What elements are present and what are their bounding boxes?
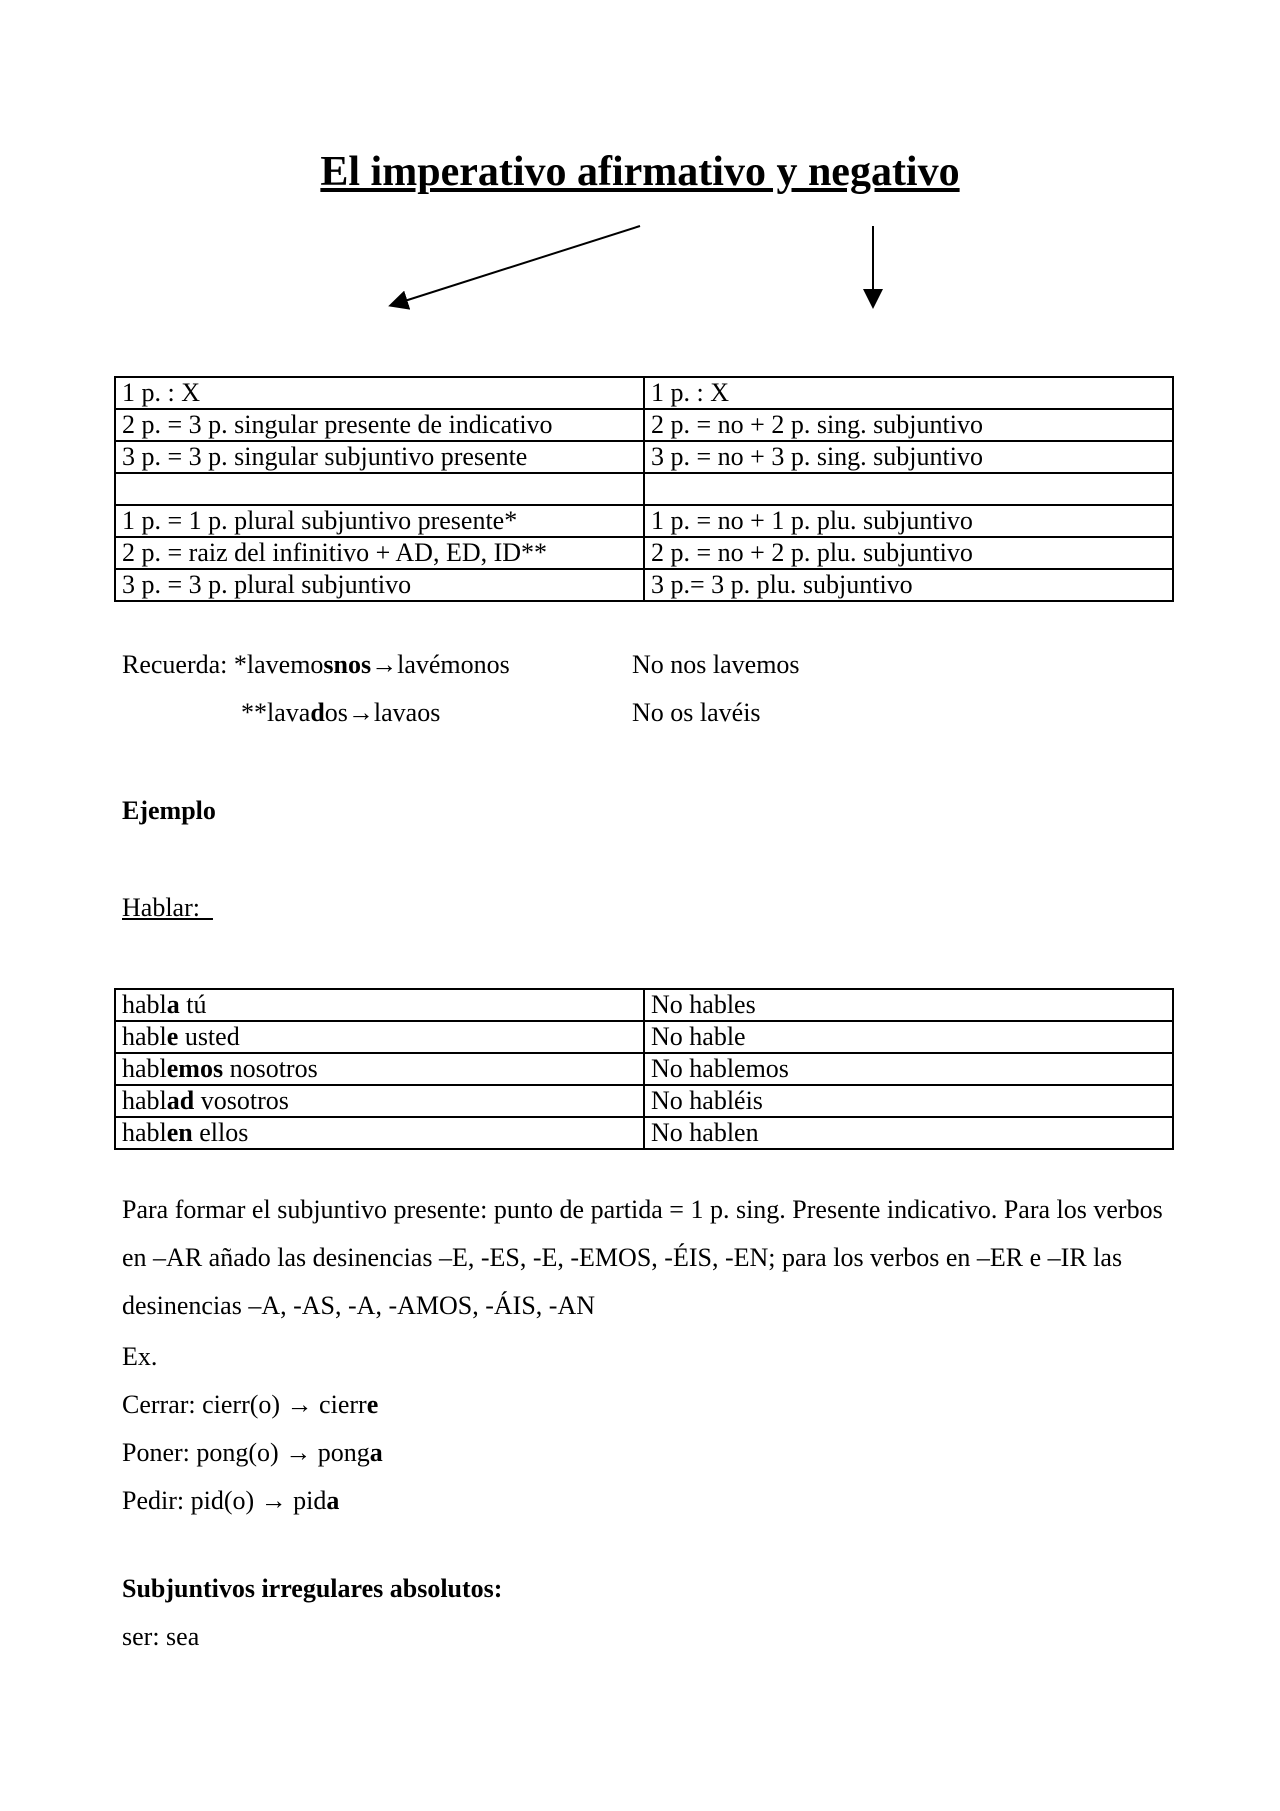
table-row bbox=[115, 473, 1173, 505]
affirmative-cell: hablen ellos bbox=[115, 1117, 644, 1149]
hablar-label: Hablar: bbox=[122, 893, 213, 922]
table-row bbox=[115, 569, 1173, 601]
diagram-arrows bbox=[0, 0, 1280, 320]
recuerda-negative-1: No nos lavemos bbox=[632, 650, 800, 679]
negative-cell bbox=[644, 473, 1173, 505]
affirmative-cell: habla tú bbox=[115, 989, 644, 1021]
negative-cell: No hable bbox=[644, 1021, 1173, 1053]
negative-cell: 2 p. = no + 2 p. sing. subjuntivo bbox=[644, 409, 1173, 441]
example-poner: Poner: pong(o) → ponga bbox=[122, 1438, 383, 1467]
ex-label: Ex. bbox=[122, 1342, 158, 1371]
affirmative-cell: hablemos nosotros bbox=[115, 1053, 644, 1085]
negative-cell: 3 p.= 3 p. plu. subjuntivo bbox=[644, 569, 1173, 601]
recuerda-label: Recuerda: bbox=[122, 650, 234, 679]
recuerda-line-1: Recuerda: *lavemosnos→lavémonos bbox=[122, 650, 510, 679]
affirmative-cell: 2 p. = 3 p. singular presente de indicativo bbox=[115, 409, 644, 441]
arrow-left bbox=[392, 226, 640, 305]
imperative-rules-table bbox=[114, 376, 1174, 602]
negative-cell: 2 p. = no + 2 p. plu. subjuntivo bbox=[644, 537, 1173, 569]
negative-cell: 3 p. = no + 3 p. sing. subjuntivo bbox=[644, 441, 1173, 473]
affirmative-cell: 2 p. = raiz del infinitivo + AD, ED, ID** bbox=[115, 537, 644, 569]
irregular-heading: Subjuntivos irregulares absolutos: bbox=[122, 1574, 503, 1603]
page-title: El imperativo afirmativo y negativo bbox=[320, 149, 960, 195]
negative-cell: No hables bbox=[644, 989, 1173, 1021]
recuerda-negative-2: No os lavéis bbox=[632, 698, 761, 727]
conjugation-table bbox=[114, 988, 1174, 1150]
affirmative-cell: 1 p. = 1 p. plural subjuntivo presente* bbox=[115, 505, 644, 537]
table-row bbox=[115, 1053, 1173, 1085]
example-cerrar: Cerrar: cierr(o) → cierre bbox=[122, 1390, 379, 1419]
negative-cell: 1 p. : X bbox=[644, 377, 1173, 409]
negative-cell: No habléis bbox=[644, 1085, 1173, 1117]
negative-cell: No hablemos bbox=[644, 1053, 1173, 1085]
negative-cell: No hablen bbox=[644, 1117, 1173, 1149]
subjunctive-explanation: Para formar el subjuntivo presente: punto de partida = 1 p. sing. Presente indicativo. Para los verbos en –AR añado las desinencias –E, -ES, -E, -EMOS, -ÉIS, -EN; para los verbos en –ER e –IR las desinencias –A, -AS, -A, -AMOS, -ÁIS, -AN bbox=[122, 1195, 1163, 1320]
affirmative-cell: hablad vosotros bbox=[115, 1085, 644, 1117]
table-row bbox=[115, 1085, 1173, 1117]
table-row bbox=[115, 409, 1173, 441]
table-row bbox=[115, 1117, 1173, 1149]
negative-cell: 1 p. = no + 1 p. plu. subjuntivo bbox=[644, 505, 1173, 537]
table-row bbox=[115, 505, 1173, 537]
recuerda-line-2: **lavados→lavaos bbox=[241, 698, 441, 727]
table-row bbox=[115, 1021, 1173, 1053]
affirmative-cell: hable usted bbox=[115, 1021, 644, 1053]
affirmative-cell bbox=[115, 473, 644, 505]
table-row bbox=[115, 377, 1173, 409]
affirmative-cell: 3 p. = 3 p. singular subjuntivo presente bbox=[115, 441, 644, 473]
table-row bbox=[115, 441, 1173, 473]
table-row bbox=[115, 989, 1173, 1021]
ejemplo-heading: Ejemplo bbox=[122, 796, 216, 825]
example-pedir: Pedir: pid(o) → pida bbox=[122, 1486, 340, 1515]
affirmative-cell: 1 p. : X bbox=[115, 377, 644, 409]
table-row bbox=[115, 537, 1173, 569]
affirmative-cell: 3 p. = 3 p. plural subjuntivo bbox=[115, 569, 644, 601]
irregular-item: ser: sea bbox=[122, 1622, 200, 1651]
